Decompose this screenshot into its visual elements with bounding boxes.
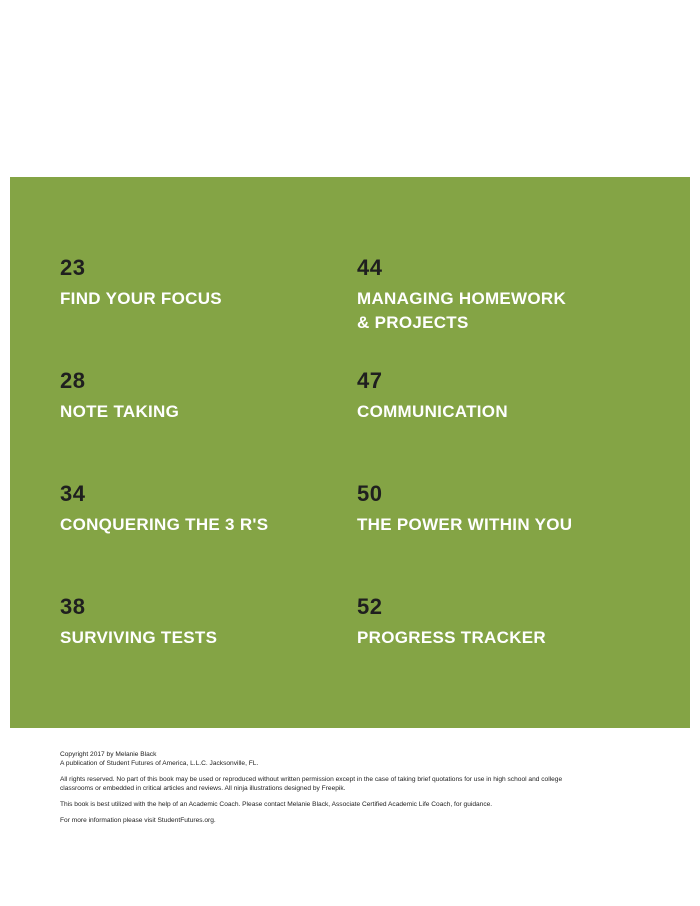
rights-line: classrooms or embedded in critical articles and reviews. All ninja illustrations designed by Freepik. xyxy=(60,785,346,792)
toc-entry-managing-homework[interactable] xyxy=(357,256,657,335)
colophon xyxy=(60,750,660,832)
toc-entry-conquering-the-3-rs[interactable] xyxy=(60,482,360,537)
more-info-text: For more information please visit StudentFutures.org. xyxy=(60,817,216,824)
toc-entry-progress-tracker[interactable] xyxy=(357,595,657,650)
toc-entry-note-taking[interactable] xyxy=(60,369,360,424)
publisher-line: A publication of Student Futures of America, L.L.C. Jacksonville, FL. xyxy=(60,760,259,767)
toc-title: SURVIVING TESTS xyxy=(60,628,218,647)
more-info-note xyxy=(60,816,660,825)
coach-text: This book is best utilized with the help of an Academic Coach. Please contact Melanie Black, Associate Certified Academic Life Coach, for guidance. xyxy=(60,801,493,808)
toc-page-number: 28 xyxy=(60,368,86,393)
coach-note xyxy=(60,800,660,809)
toc-title: THE POWER WITHIN YOU xyxy=(357,515,573,534)
toc-page-number: 34 xyxy=(60,481,86,506)
table-of-contents-panel xyxy=(10,177,690,728)
toc-entry-find-your-focus[interactable] xyxy=(60,256,360,311)
toc-page-number: 38 xyxy=(60,594,86,619)
copyright-line: Copyright 2017 by Melanie Black xyxy=(60,751,157,758)
toc-page-number: 47 xyxy=(357,368,383,393)
copyright-block xyxy=(60,750,660,768)
toc-entry-surviving-tests[interactable] xyxy=(60,595,360,650)
toc-title: NOTE TAKING xyxy=(60,402,180,421)
toc-title: MANAGING HOMEWORK & PROJECTS xyxy=(357,289,567,332)
rights-line: All rights reserved. No part of this book may be used or reproduced without written permission except in the case of taking brief quotations for use in high school and college xyxy=(60,776,563,783)
toc-entry-the-power-within-you[interactable] xyxy=(357,482,657,537)
toc-page-number: 50 xyxy=(357,481,383,506)
toc-title: PROGRESS TRACKER xyxy=(357,628,546,647)
rights-block xyxy=(60,775,660,793)
toc-page-number: 44 xyxy=(357,255,383,280)
toc-page-number: 23 xyxy=(60,255,86,280)
toc-entry-communication[interactable] xyxy=(357,369,657,424)
toc-page-number: 52 xyxy=(357,594,383,619)
toc-title: CONQUERING THE 3 R'S xyxy=(60,515,269,534)
toc-title: COMMUNICATION xyxy=(357,402,508,421)
toc-title: FIND YOUR FOCUS xyxy=(60,289,222,308)
